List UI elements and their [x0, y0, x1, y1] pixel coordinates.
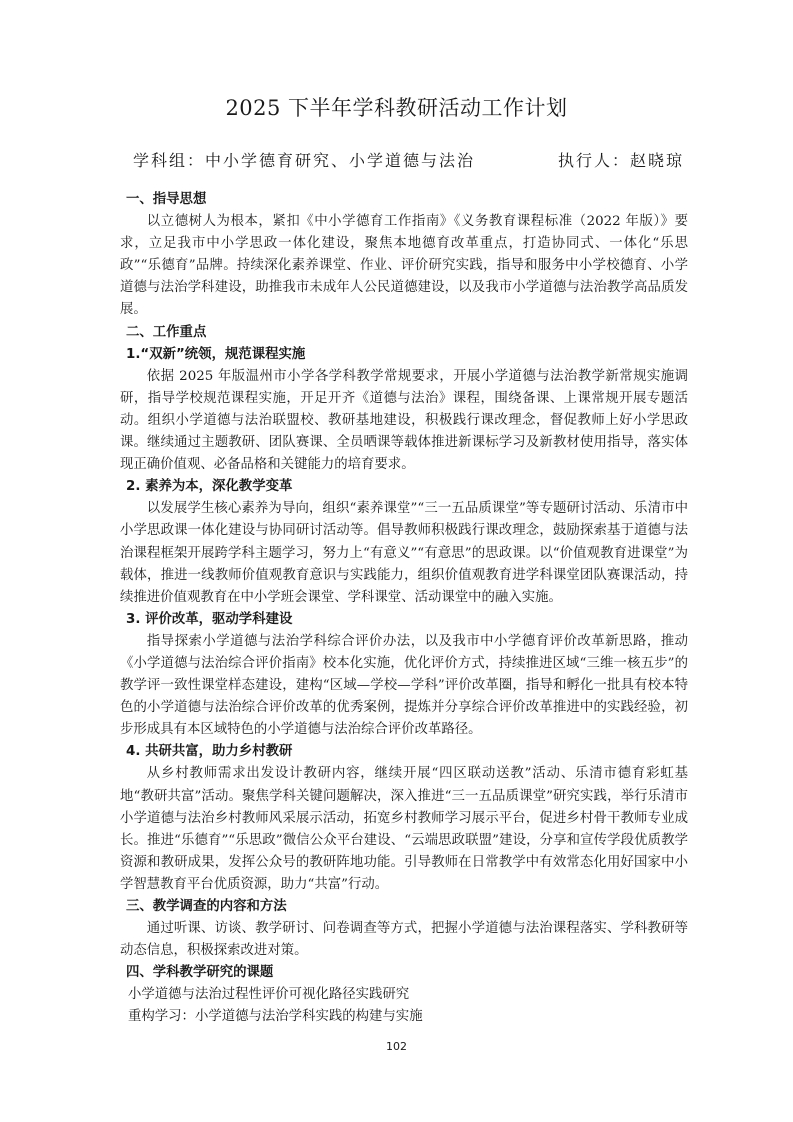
- section-heading: 三、教学调查的内容和方法: [126, 899, 287, 914]
- document-body: [120, 189, 688, 1029]
- subject-group: 学科组：中小学德育研究、小学道德与法治: [133, 151, 476, 170]
- section-heading: 四、学科教学研究的课题: [126, 965, 274, 981]
- research-topic: 小学道德与法治过程性评价可视化路径实践研究: [128, 987, 410, 1003]
- subsection-heading: 4. 共研共富，助力乡村教研: [126, 744, 293, 760]
- paragraph: 以立德树人为根本，紧扣《中小学德育工作指南》《义务教育课程标准（2022 年版）》要求，立足我市中小学思政一体化建设，聚焦本地德育改革重点，打造协同式、一体化“乐思政”“乐德育”品牌。持续深化素养课堂、作业、评价研究实践，指导和服务中小学校德育、小学道德与法治学科建设，助推我市未成年人公民道德建设，以及我市小学道德与法治教学高品质发展。: [120, 214, 688, 318]
- subsection-heading: 2. 素养为本，深化教学变革: [126, 479, 293, 495]
- page-title: 2025 下半年学科教研活动工作计划: [225, 96, 568, 120]
- subsection-heading: 3. 评价改革，驱动学科建设: [126, 611, 293, 627]
- section-heading: 一、指导思想: [126, 192, 207, 207]
- paragraph: 指导探索小学道德与法治学科综合评价办法，以及我市中小学德育评价改革新思路，推动《小学道德与法治综合评价指南》校本化实施，优化评价方式，持续推进区域“三维一核五步”的教学评一致性课堂样态建设，建构“区域—学校—学科”评价改革圈，指导和孵化一批具有校本特色的小学道德与法治综合评价改革的优秀案例，提炼并分享综合评价改革推进中的实践经验，初步形成具有本区域特色的小学道德与法治综合评价改革路径。: [120, 633, 688, 738]
- paragraph: 通过听课、访谈、教学研讨、问卷调查等方式，把握小学道德与法治课程落实、学科教研等动态信息，积极探索改进对策。: [120, 921, 688, 959]
- paragraph: 以发展学生核心素养为导向，组织“素养课堂”“三一五品质课堂”等专题研讨活动、乐清市中小学思政课一体化建设与协同研讨活动等。倡导教师积极践行课改理念，鼓励探索基于道德与法治课程框架开展跨学科主题学习，努力上“有意义”“有意思”的思政课。以“价值观教育进课堂”为载体，推进一线教师价值观教育意识与实践能力，组织价值观教育进学科课堂团队赛课活动，持续推进价值观教育在中小学班会课堂、学科课堂、活动课堂中的融入实施。: [120, 501, 688, 605]
- executor: 执行人：赵晓琼: [558, 151, 685, 170]
- paragraph: 依据 2025 年版温州市小学各学科教学常规要求，开展小学道德与法治教学新常规实施调研，指导学校规范课程实施，开足开齐《道德与法治》课程，围绕备课、上课常规开展专题活动。组织小学道德与法治联盟校、教研基地建设，积极践行课改理念，督促教师上好小学思政课。继续通过主题教研、团队赛课、全员晒课等载体推进新课标学习及新教材使用指导，落实体现正确价值观、必备品格和关键能力的培育要求。: [120, 368, 688, 473]
- section-heading: 二、工作重点: [126, 324, 207, 340]
- paragraph: 从乡村教师需求出发设计教研内容，继续开展“四区联动送教”活动、乐清市德育彩虹基地“教研共富”活动。聚焦学科关键问题解决，深入推进“三一五品质课堂”研究实践，举行乐清市小学道德与法治乡村教师风采展示活动，拓宽乡村教师学习展示平台，促进乡村骨干教师专业成长。推进“乐德育”“乐思政”微信公众平台建设、“云端思政联盟”建设，分享和宣传学段优质教学资源和教研成果，发挥公众号的教研阵地功能。引导教师在日常教学中有效常态化用好国家中小学智慧教育平台优质资源，助力“共富”行动。: [120, 766, 688, 892]
- research-topic: 重构学习：小学道德与法治学科实践的构建与实施: [128, 1009, 423, 1025]
- subsection-heading: 1.“双新”统领，规范课程实施: [126, 346, 306, 362]
- page-number: 102: [386, 1040, 407, 1053]
